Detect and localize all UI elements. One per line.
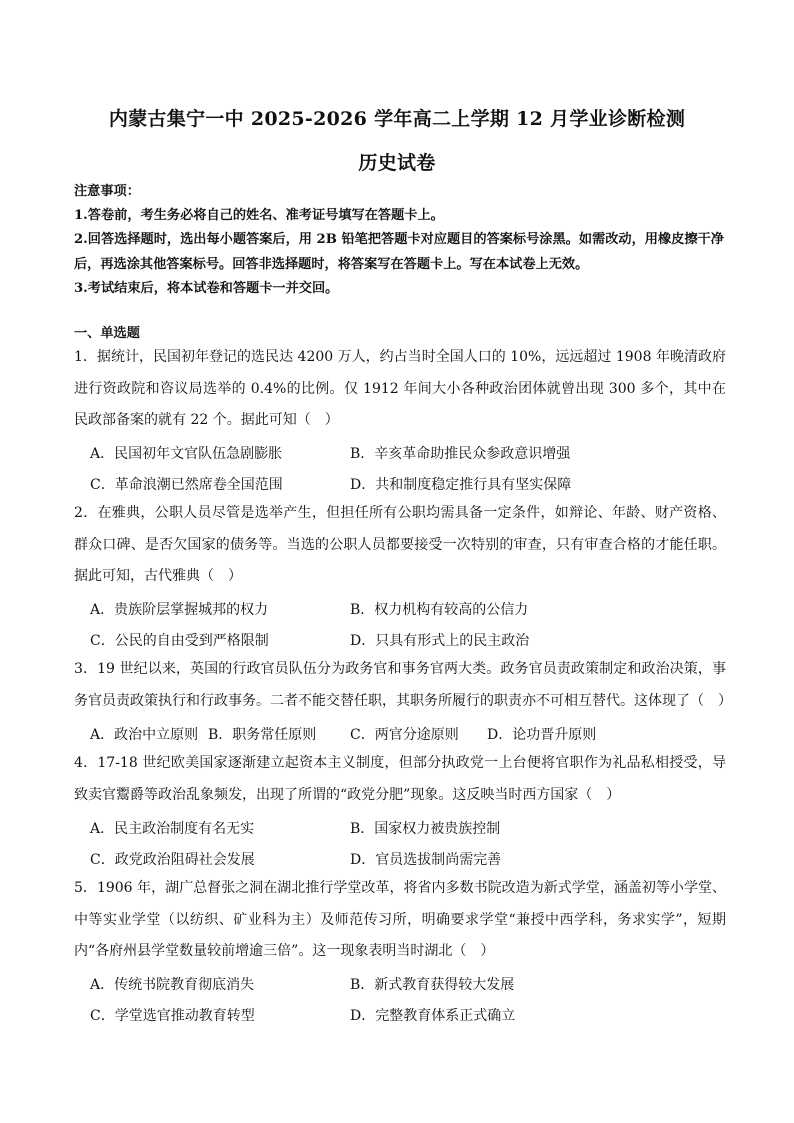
question-4-option-b: B．国家权力被贵族控制 [350, 821, 501, 837]
question-5-option-a: A．传统书院教育彻底消失 [90, 977, 255, 993]
question-3-option-a: A．政治中立原则 [90, 727, 199, 743]
question-2-option-a: A．贵族阶层掌握城邦的权力 [90, 602, 269, 618]
exam-title: 内蒙古集宁一中 2025-2026 学年高二上学期 12 月学业诊断检测 [108, 108, 686, 130]
question-1-option-d: D．共和制度稳定推行具有坚实保障 [350, 477, 572, 493]
question-3-stem: 3．19 世纪以来，英国的行政官员队伍分为政务官和事务官两大类。政务官员责政策制定和政治决策，事务官员责政策执行和行政事务。二者不能交替任职，其职务所履行的职责亦不可相互替代。这体现了（ ） [74, 661, 732, 709]
question-5-option-d: D．完整教育体系正式确立 [350, 1008, 516, 1024]
question-1-option-b: B．辛亥革命助推民众参政意识增强 [350, 446, 571, 462]
question-3-option-b: B．职务常任原则 [208, 727, 317, 743]
notice-item-3: 3.考试结束后，将本试卷和答题卡一并交回。 [74, 281, 339, 296]
question-1-stem: 1．据统计，民国初年登记的选民达 4200 万人，约占当时全国人口的 10%，远远超过 1908 年晚清政府进行资政院和咨议局选举的 0.4%的比例。仅 1912 年间大小各种政治团体就曾出现 300 多个，其中在民政部备案的就有 22 个。据此可知（ ） [74, 349, 726, 428]
question-2-option-c: C．公民的自由受到严格限制 [90, 633, 269, 649]
question-3-option-d: D．论功晋升原则 [487, 727, 597, 743]
question-3-option-c: C．两官分途原则 [350, 727, 459, 743]
question-4-option-c: C．政党政治阻碍社会发展 [90, 852, 255, 868]
question-1-option-c: C．革命浪潮已然席卷全国范围 [90, 477, 283, 493]
question-2-option-b: B．权力机构有较高的公信力 [350, 602, 529, 618]
question-2-option-d: D．只具有形式上的民主政治 [350, 633, 530, 649]
notice-heading: 注意事项： [74, 184, 140, 199]
question-2-stem: 2．在雅典，公职人员尽管是选举产生，但担任所有公职均需具备一定条件，如辩论、年龄、财产资格、群众口碑、是否欠国家的债务等。当选的公职人员都要接受一次特别的审查，只有审查合格的才能任职。据此可知，古代雅典（ ） [74, 505, 726, 584]
notice-item-2: 2.回答选择题时，选出每小题答案后，用 2B 铅笔把答题卡对应题目的答案标号涂黑。如需改动，用橡皮擦干净后，再选涂其他答案标号。回答非选择题时，将答案写在答题卡上。写在本试卷上无效。 [74, 232, 724, 272]
question-5-option-b: B．新式教育获得较大发展 [350, 977, 515, 993]
question-4-option-a: A．民主政治制度有名无实 [90, 821, 255, 837]
question-4-option-d: D．官员选拔制尚需完善 [350, 852, 502, 868]
question-5-stem: 5．1906 年，湖广总督张之洞在湖北推行学堂改革，将省内多数书院改造为新式学堂，涵盖初等小学堂、中等实业学堂（以纺织、矿业科为主）及师范传习所，明确要求学堂“兼授中西学科，务求实学”，短期内“各府州县学堂数量较前增逾三倍”。这一现象表明当时湖北（ ） [74, 880, 726, 959]
question-1-option-a: A．民国初年文官队伍急剧膨胀 [90, 446, 283, 462]
section-title: 一、单选题 [74, 326, 140, 341]
question-5-option-c: C．学堂选官推动教育转型 [90, 1008, 255, 1024]
exam-subject-title: 历史试卷 [358, 152, 436, 174]
question-4-stem: 4．17-18 世纪欧美国家逐渐建立起资本主义制度，但部分执政党一上台便将官职作为礼品私相授受，导致卖官鬻爵等政治乱象频发，出现了所谓的“政党分肥”现象。这反映当时西方国家（ ） [74, 755, 726, 803]
notice-item-1: 1.答卷前，考生务必将自己的姓名、准考证号填写在答题卡上。 [74, 208, 444, 223]
